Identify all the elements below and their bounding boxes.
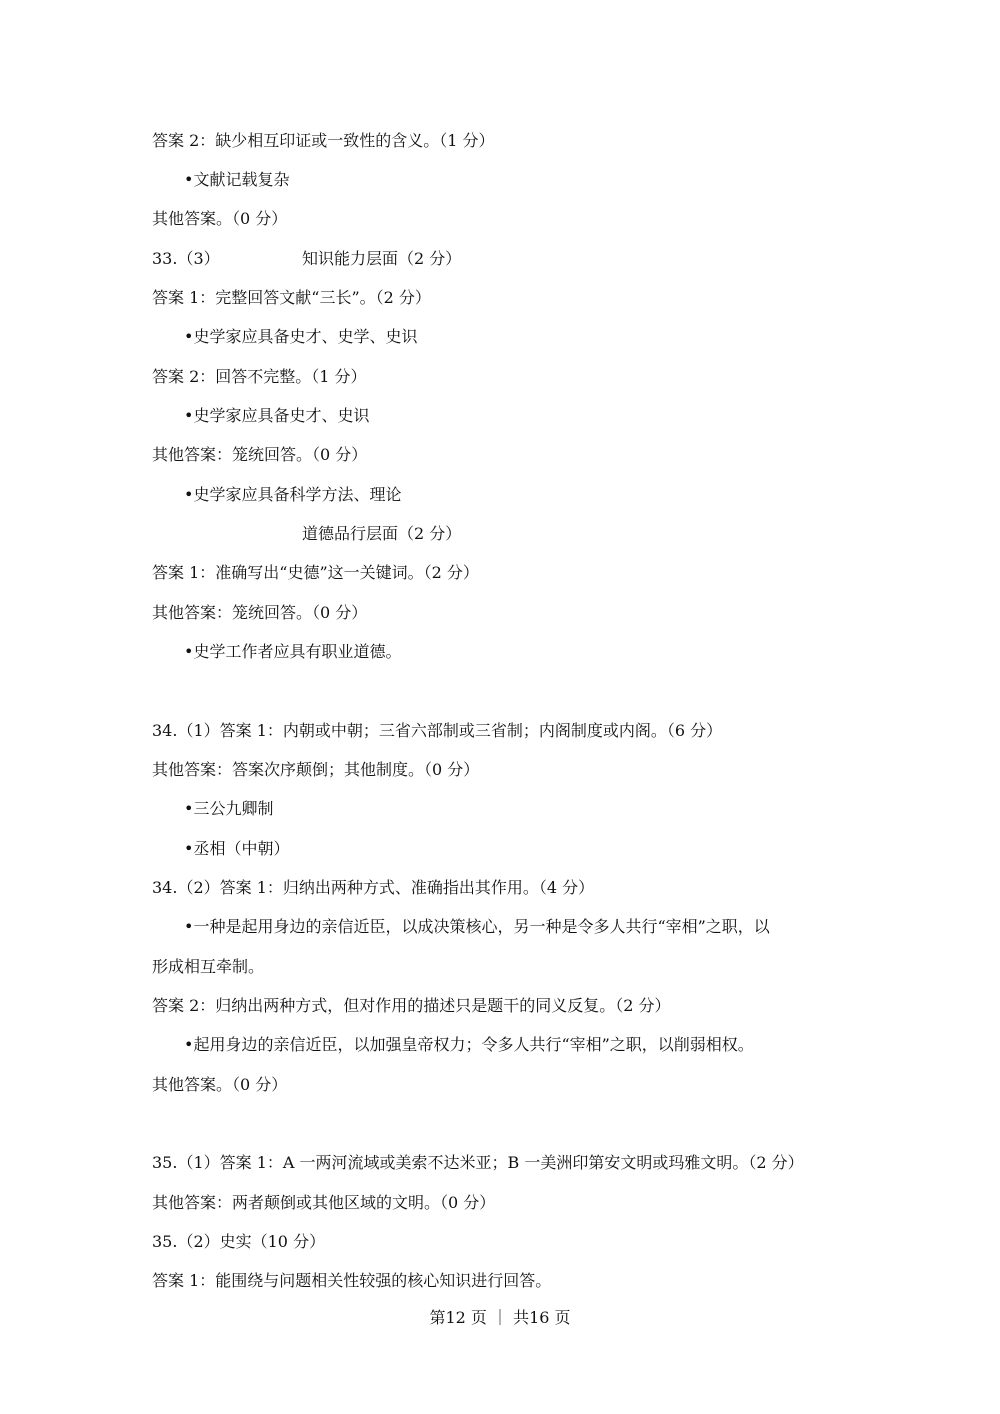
text-line: 其他答案：笼统回答。（0 分） [152, 445, 368, 464]
bullet-line: •一种是起用身边的亲信近臣，以成决策核心，另一种是令多人共行“宰相”之职，以 [184, 917, 770, 936]
bullet-line: •史学家应具备史才、史学、史识 [184, 327, 418, 346]
question-number: 33.（3） [152, 249, 220, 268]
text-line: 35.（2）史实（10 分） [152, 1232, 326, 1251]
text-line: 形成相互牵制。 [152, 957, 265, 976]
page-footer: 第12 页 ｜ 共16 页 [429, 1308, 571, 1327]
text-line: 其他答案。（0 分） [152, 209, 288, 228]
text-line: 答案 2：缺少相互印证或一致性的含义。（1 分） [152, 131, 495, 150]
bullet-line: •三公九卿制 [184, 799, 274, 818]
text-line: 答案 2：归纳出两种方式，但对作用的描述只是题干的同义反复。（2 分） [152, 996, 671, 1015]
bullet-line: •起用身边的亲信近臣，以加强皇帝权力；令多人共行“宰相”之职，以削弱相权。 [184, 1035, 754, 1054]
text-line: 其他答案：两者颠倒或其他区域的文明。（0 分） [152, 1193, 496, 1212]
text-line: 其他答案。（0 分） [152, 1075, 288, 1094]
bullet-line: •史学工作者应具有职业道德。 [184, 642, 402, 661]
text-line: 答案 2：回答不完整。（1 分） [152, 367, 367, 386]
text-line: 其他答案：答案次序颠倒；其他制度。（0 分） [152, 760, 480, 779]
bullet-line: •史学家应具备科学方法、理论 [184, 485, 402, 504]
text-line: 34.（2）答案 1：归纳出两种方式、准确指出其作用。（4 分） [152, 878, 595, 897]
text-line: 答案 1：能围绕与问题相关性较强的核心知识进行回答。 [152, 1271, 552, 1290]
text-line: 答案 1：完整回答文献“三长”。（2 分） [152, 288, 431, 307]
bullet-line: •丞相（中朝） [184, 839, 290, 858]
text-line: 答案 1：准确写出“史德”这一关键词。（2 分） [152, 563, 479, 582]
text-line: 35.（1）答案 1：A 一两河流域或美索不达米亚；B 一美洲印第安文明或玛雅文明。（2 分） [152, 1153, 804, 1172]
section-heading: 道德品行层面（2 分） [302, 524, 462, 543]
bullet-line: •文献记载复杂 [184, 170, 290, 189]
section-heading: 知识能力层面（2 分） [302, 249, 462, 268]
text-line: 34.（1）答案 1：内朝或中朝；三省六部制或三省制；内阁制度或内阁。（6 分） [152, 721, 723, 740]
text-line: 其他答案：笼统回答。（0 分） [152, 603, 368, 622]
bullet-line: •史学家应具备史才、史识 [184, 406, 370, 425]
